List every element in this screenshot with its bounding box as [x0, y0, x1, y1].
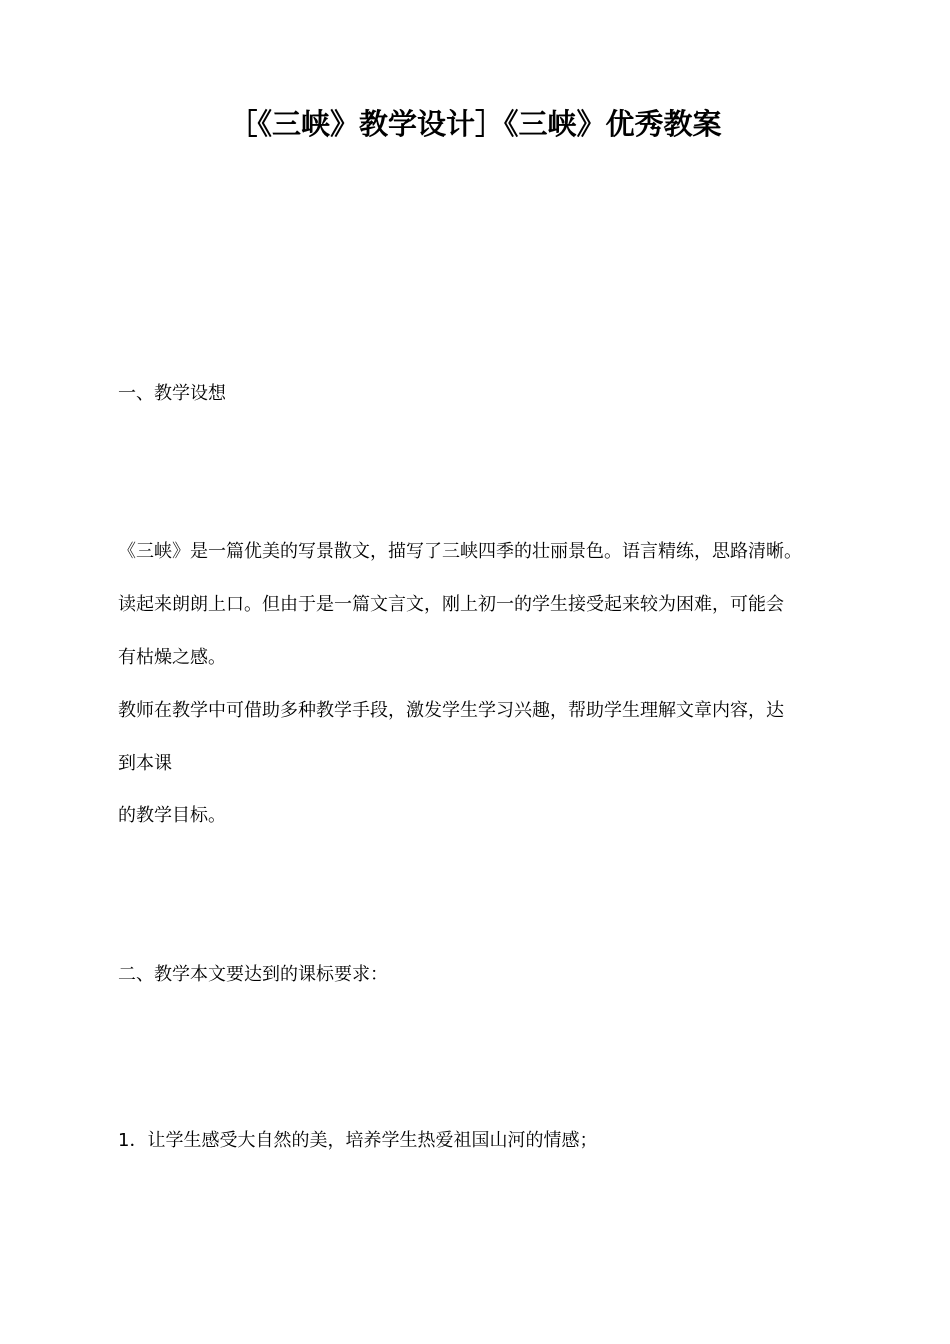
document-title: ［《三峡》教学设计］《三峡》优秀教案: [228, 107, 722, 141]
section-heading-curriculum-requirements: 二、教学本文要达到的课标要求：: [118, 964, 388, 985]
section-heading-teaching-idea: 一、教学设想: [118, 383, 226, 404]
paragraph-line: 到本课: [118, 753, 172, 774]
paragraph-line: 有枯燥之感。: [118, 647, 226, 668]
list-item: 1．让学生感受大自然的美，培养学生热爱祖国山河的情感；: [118, 1130, 598, 1151]
paragraph-line: 读起来朗朗上口。但由于是一篇文言文，刚上初一的学生接受起来较为困难，可能会: [118, 594, 784, 615]
paragraph-line: 《三峡》是一篇优美的写景散文，描写了三峡四季的壮丽景色。语言精练，思路清晰。: [118, 541, 802, 562]
paragraph-line: 教师在教学中可借助多种教学手段，激发学生学习兴趣，帮助学生理解文章内容，达: [118, 700, 784, 721]
paragraph-line: 的教学目标。: [118, 805, 226, 826]
